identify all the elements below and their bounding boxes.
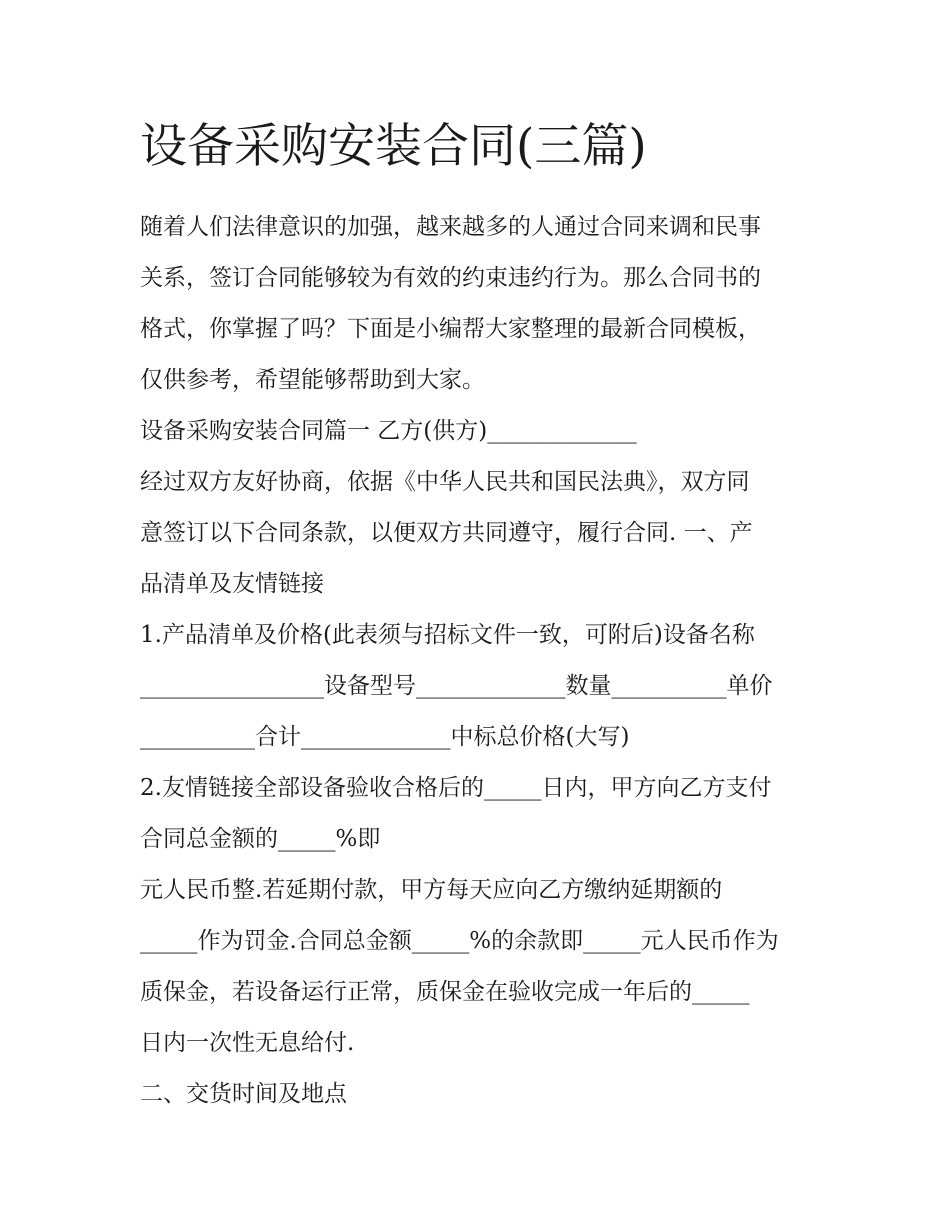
clause-1-line-1: 1.产品清单及价格(此表须与招标文件一致，可附后)设备名称	[140, 622, 755, 648]
clause-2-line-3: 元人民币整.若延期付款，甲方每天应向乙方缴纳延期额的	[140, 877, 723, 903]
body-line-4: 仅供参考，希望能够帮助到大家。	[140, 367, 485, 393]
body-line-7: 意签订以下合同条款，以便双方共同遵守，履行合同. 一、产	[140, 520, 753, 546]
body-line-1: 随着人们法律意识的加强，越来越多的人通过合同来调和民事	[140, 214, 761, 240]
clause-2-line-4: _____作为罚金.合同总金额_____%的余款即_____元人民币作为	[140, 928, 779, 954]
clause-1-line-3: __________合计_____________中标总价格(大写)	[140, 724, 630, 750]
clause-2-line-5: 质保金，若设备运行正常，质保金在验收完成一年后的_____	[140, 979, 750, 1005]
body-line-2: 关系，签订合同能够较为有效的约束违约行为。那么合同书的	[140, 265, 761, 291]
clause-1-line-2: ________________设备型号_____________数量__________单价	[140, 673, 773, 699]
clause-2-line-6: 日内一次性无息给付.	[140, 1030, 355, 1056]
section-heading-contract-1: 设备采购安装合同篇一 乙方(供方)_____________	[140, 418, 637, 444]
document-page	[140, 112, 820, 1120]
body-line-6: 经过双方友好协商，依据《中华人民共和国民法典》，双方同	[140, 469, 750, 495]
section-heading-delivery: 二、交货时间及地点	[140, 1081, 347, 1107]
clause-2-line-2: 合同总金额的_____%即	[140, 826, 381, 852]
body-line-3: 格式，你掌握了吗？下面是小编帮大家整理的最新合同模板，	[140, 316, 761, 342]
body-line-8: 品清单及友情链接	[140, 571, 324, 597]
clause-2-line-1: 2.友情链接全部设备验收合格后的_____日内，甲方向乙方支付	[140, 775, 772, 801]
document-title: 设备采购安装合同(三篇)	[140, 119, 647, 174]
